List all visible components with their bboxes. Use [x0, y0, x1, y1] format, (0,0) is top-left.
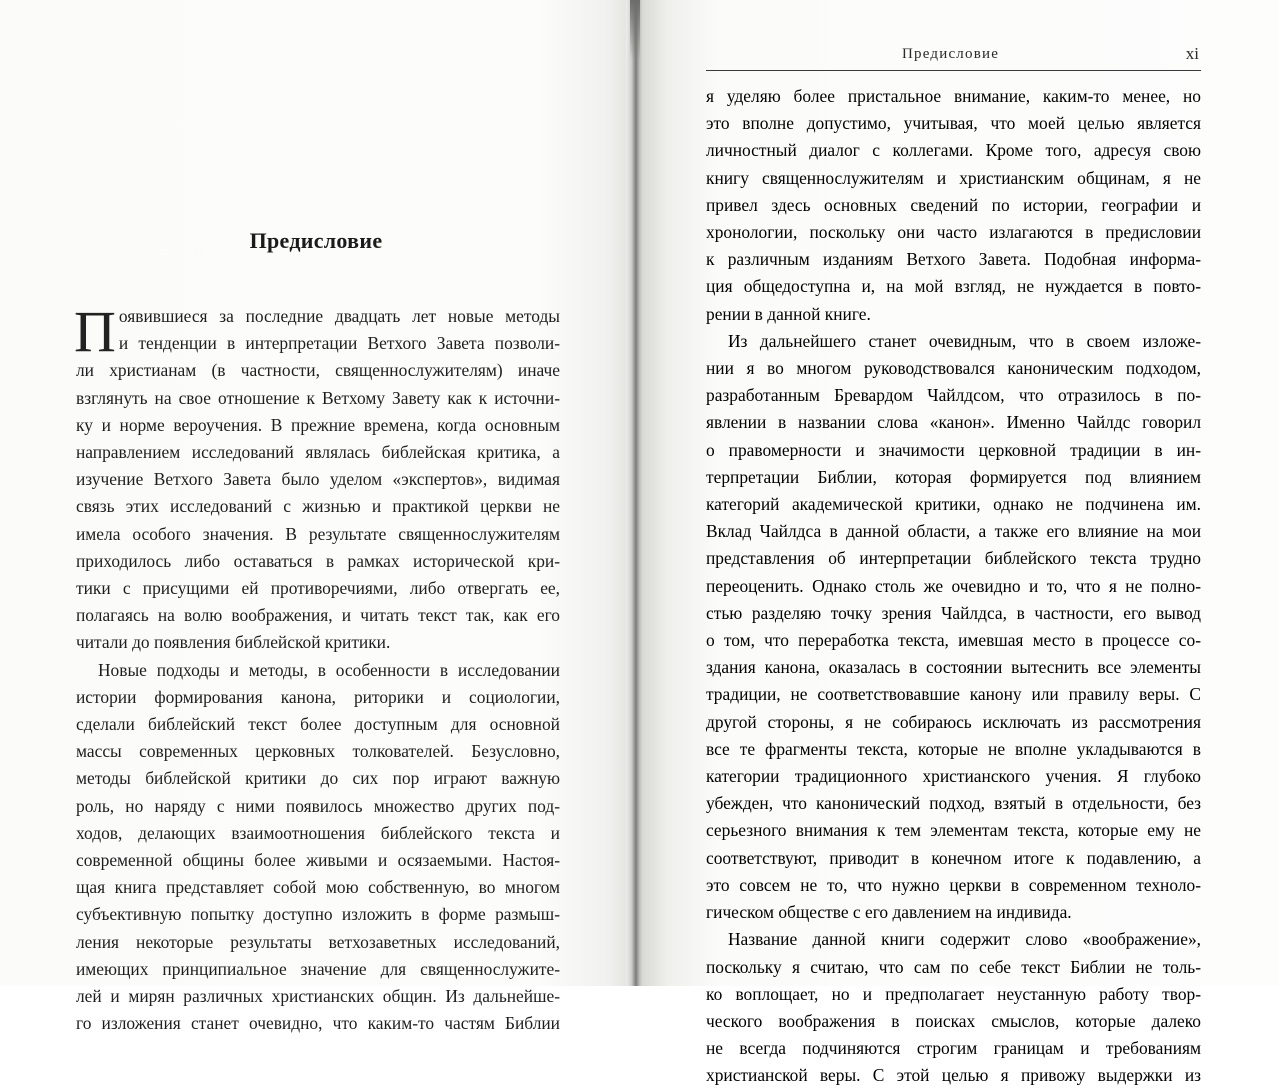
left-paragraph-2: [76, 657, 560, 1038]
running-head: [706, 44, 1201, 71]
right-paragraph-3: [706, 926, 1201, 1089]
text-line: книгу священнослужителям и христианским общинам, я не: [706, 167, 1201, 188]
text-line: приходилось либо оставаться в рамках исторической кри-: [76, 550, 560, 571]
text-line: хронологии, поскольку они часто излагаются в предисловии: [706, 222, 1201, 243]
text-line: Новые подходы и методы, в особенности в исследовании: [98, 659, 560, 680]
right-paragraph-2: [706, 328, 1201, 926]
text-line: изучение Ветхого Завета было уделом «экспертов», видимая: [76, 469, 560, 490]
text-line: явлении в названии слова «канон». Именно Чайлдс говорил: [706, 412, 1201, 433]
text-line: и тенденции в интерпретации Ветхого Завета позволи-: [118, 333, 560, 354]
text-line: это вполне допустимо, учитывая, что моей целью является: [706, 113, 1201, 134]
text-line: субъективную попытку доступно изложить в форме размыш-: [76, 904, 560, 925]
text-line: привел здесь основных сведений по истории, географии и: [706, 194, 1201, 215]
text-line: традиции, не соответствовавшие канону или правилу веры. С: [706, 684, 1201, 705]
text-line: Из дальнейшего станет очевидным, что в своем изложе-: [728, 330, 1201, 351]
left-page-text: [74, 299, 560, 1037]
text-line: категорий академической критики, однако не подчинена им.: [706, 494, 1201, 515]
text-line: я уделяю более пристальное внимание, каким-то менее, но: [706, 86, 1201, 106]
text-line: все те фрагменты текста, которые не вполне укладываются в: [706, 738, 1201, 759]
text-line: ходов, делающих взаимоотношения библейского текста и: [76, 822, 560, 843]
text-line: ция общедоступна и, на мой взгляд, не нуждается в повто-: [706, 276, 1201, 297]
text-line: Название данной книги содержит слово «воображение»,: [728, 929, 1201, 950]
text-line: го изложения станет очевидно, что каким-то частям Библии: [76, 1013, 560, 1034]
text-line: щая книга представляет собой мою собственную, во многом: [76, 877, 560, 898]
text-line: категории традиционного христианского учения. Я глубоко: [706, 766, 1201, 787]
text-line: лей и мирян различных христианских общин. Из дальнейше-: [76, 986, 560, 1007]
text-line: современной общины более живыми и осязаемыми. Настоя-: [76, 850, 560, 871]
text-line: это совсем не то, что нужно церкви в современном техноло-: [706, 874, 1201, 895]
text-line: читали до появления библейской критики.: [76, 632, 391, 653]
drop-cap-letter: П: [74, 299, 116, 364]
text-line: имела особого значения. В результате священнослужителям: [76, 523, 560, 544]
text-line: поскольку я считаю, что сам по себе текст Библии не толь-: [706, 956, 1201, 977]
text-line: оявившиеся за последние двадцать лет новые методы: [118, 306, 560, 326]
text-line: христианской веры. С этой целью я привожу выдержки из: [706, 1065, 1201, 1086]
text-line: серьезного внимания к тем элементам текста, которые ему не: [706, 820, 1201, 841]
text-line: о том, что переработка текста, имевшая место в процессе со-: [706, 630, 1201, 651]
text-line: роль, но наряду с ними появилось множество других под-: [76, 795, 560, 816]
gutter-shadow: [630, 0, 640, 60]
text-line: переоценить. Однако столь же очевидно и то, что я не полно-: [706, 575, 1201, 596]
text-line: тики с присущими ей противоречиями, либо отвергать ее,: [76, 578, 560, 599]
text-line: не всегда подчиняются строгим границам и требованиям: [706, 1038, 1201, 1059]
text-line: ли христианам (в частности, священнослужителям) иначе: [76, 360, 560, 381]
text-line: ческого воображения в поисках смыслов, которые далеко: [706, 1010, 1201, 1031]
text-line: ко воплощает, но и предполагает неустанную работу твор-: [706, 983, 1201, 1004]
text-line: личностный диалог с коллегами. Кроме того, адресуя свою: [706, 140, 1201, 161]
text-line: истории формирования канона, риторики и социологии,: [76, 686, 560, 707]
text-line: рении в данной книге.: [706, 303, 871, 324]
text-line: разработанным Бревардом Чайлдсом, что отразилось в по-: [706, 385, 1201, 406]
text-line: ления некоторые результаты ветхозаветных исследований,: [76, 931, 560, 952]
text-line: связь этих исследований с жизнью и практикой церкви не: [76, 496, 560, 517]
text-line: сделали библейский текст более доступным для основной: [76, 714, 560, 735]
right-paragraph-1: [706, 83, 1201, 328]
text-line: к различным изданиям Ветхого Завета. Подобная информа-: [706, 249, 1201, 270]
chapter-title: Предисловие: [249, 228, 383, 253]
text-line: другой стороны, я не собираюсь исключать из рассмотрения: [706, 711, 1201, 732]
text-line: Вклад Чайлдса в данной области, а также его влияние на мои: [706, 521, 1201, 542]
text-line: ку и норме вероучения. В прежние времена, когда основным: [76, 414, 560, 435]
text-line: направлением исследований являлась библейская критика, а: [76, 442, 560, 463]
text-line: представления об интерпретации библейского текста трудно: [706, 548, 1201, 569]
text-line: нии я во многом руководствовался каноническим подходом,: [706, 358, 1201, 379]
text-line: массы современных церковных толкователей. Безусловно,: [76, 741, 560, 762]
text-line: терпретации Библии, которая формируется под влиянием: [706, 466, 1201, 487]
left-paragraph-1: [74, 299, 560, 657]
text-line: полагаясь на волю воображения, и читать текст так, как его: [76, 605, 560, 626]
right-page-text: [706, 83, 1201, 1090]
text-line: методы библейской критики до сих пор играют важную: [76, 768, 560, 789]
text-line: здания канона, оказалась в состоянии вытеснить все элементы: [706, 657, 1201, 678]
text-line: имеющих принципиальное значение для священнослужите-: [76, 958, 560, 979]
running-head-title: Предисловие: [902, 46, 1000, 62]
text-line: стью разделяю точку зрения Чайлдса, в частности, его вывод: [706, 602, 1201, 623]
text-line: взглянуть на свое отношение к Ветхому Завету как к источни-: [76, 387, 560, 408]
text-line: убежден, что канонический подход, взятый в отдельности, без: [706, 793, 1201, 814]
text-line: о правомерности и значимости церковной традиции в ин-: [706, 439, 1201, 460]
text-line: гическом обществе с его давлением на индивида.: [706, 902, 1072, 923]
text-line: соответствуют, приводит в конечном итоге к подавлению, а: [706, 847, 1201, 868]
left-page: [0, 0, 632, 1034]
page-number: xi: [1185, 44, 1199, 63]
